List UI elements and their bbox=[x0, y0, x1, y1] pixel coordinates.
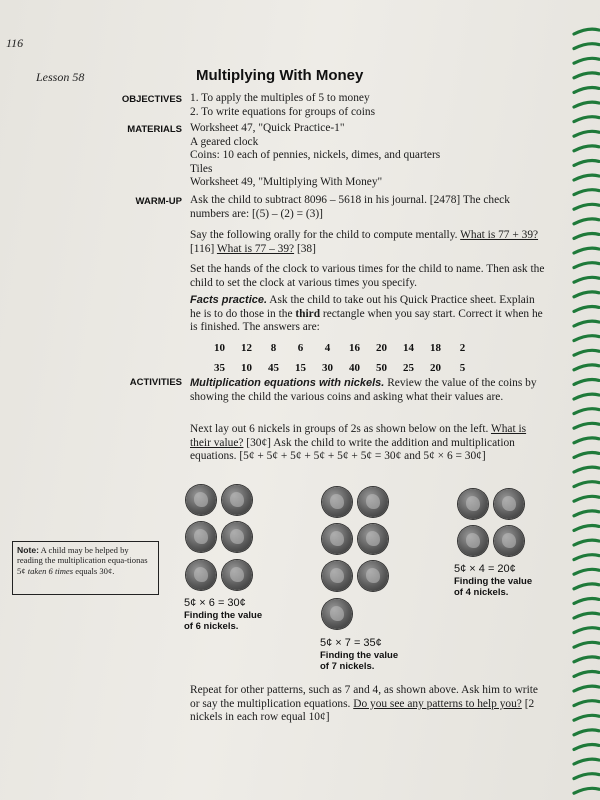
activities-paragraph-2: Next lay out 6 nickels in groups of 2s as shown below on the left. What is their value? [30¢] Ask the child to write the addition and multiplication equations. [5¢ + 5¢ + 5¢ + 5¢ + 5¢ + 5¢ = 30¢ and 5¢ × 6 = 30¢] bbox=[190, 423, 527, 463]
nickel-coin-icon bbox=[494, 489, 524, 519]
nickel-coin-icon bbox=[322, 599, 352, 629]
answer-cell: 14 bbox=[403, 342, 414, 354]
page-number: 116 bbox=[6, 36, 24, 50]
spiral-loop bbox=[574, 102, 599, 107]
spiral-loop bbox=[574, 613, 599, 618]
material-item: Worksheet 49, "Multiplying With Money" bbox=[190, 176, 383, 189]
spiral-loop bbox=[574, 657, 599, 662]
spiral-loop bbox=[574, 73, 599, 78]
spiral-loop bbox=[574, 146, 599, 151]
nickel-coin-icon bbox=[458, 489, 488, 519]
spiral-loop bbox=[574, 292, 599, 297]
answer-cell: 12 bbox=[241, 342, 252, 354]
figure-equation: 5¢ × 7 = 35¢ bbox=[320, 637, 382, 649]
spiral-loop bbox=[574, 336, 599, 341]
warmup-paragraph-4: Facts practice. Ask the child to take out his Quick Practice sheet. Explain he is to do those in the third rectangle when you say start. Correct it when he is finished. The answers are: bbox=[190, 294, 543, 334]
answer-cell: 20 bbox=[430, 362, 441, 374]
activities-paragraph-1: Multiplication equations with nickels. Review the value of the coins by showing the child the various coins and asking what their values are. bbox=[190, 377, 537, 403]
spiral-loop bbox=[574, 496, 599, 501]
activities-label: ACTIVITIES bbox=[129, 377, 182, 388]
question-text: What is 77 + 39? bbox=[460, 229, 539, 241]
answer-cell: 18 bbox=[430, 342, 441, 354]
spiral-loop bbox=[574, 88, 599, 93]
lesson-title: Multiplying With Money bbox=[196, 67, 364, 84]
material-item: Tiles bbox=[190, 162, 213, 175]
answer-cell: 2 bbox=[459, 342, 466, 354]
nickel-coin-icon bbox=[222, 560, 252, 590]
answer-cell: 10 bbox=[241, 362, 252, 374]
objectives-label: OBJECTIVES bbox=[121, 94, 182, 105]
answer-cell: 25 bbox=[403, 362, 414, 374]
spiral-loop bbox=[574, 409, 599, 414]
nickel-coin-icon bbox=[322, 524, 352, 554]
figure-caption-4: 5¢ × 4 = 20¢ Finding the value of 4 nickels. bbox=[454, 563, 533, 598]
material-item: Coins: 10 each of pennies, nickels, dimes, and quarters bbox=[190, 149, 441, 162]
warmup-paragraph-1: Ask the child to subtract 8096 – 5618 in his journal. [2478] The check numbers are: [(5) – (2) = (3)] bbox=[190, 194, 510, 220]
nickel-coin-icon bbox=[322, 561, 352, 591]
question-text: What is their value? bbox=[190, 423, 527, 449]
warmup-paragraph-2: Say the following orally for the child to compute mentally. What is 77 + 39? [116] What is 77 – 39? [38] bbox=[190, 229, 539, 255]
objectives-list bbox=[190, 92, 546, 119]
nickel-coin-icon bbox=[186, 560, 216, 590]
facts-practice-heading: Facts practice. bbox=[190, 294, 268, 306]
activity-heading: Multiplication equations with nickels. bbox=[190, 377, 385, 389]
spiral-loop bbox=[574, 131, 599, 136]
spiral-loop bbox=[574, 453, 599, 458]
spiral-loop bbox=[574, 759, 599, 764]
spiral-loop bbox=[574, 263, 599, 268]
answer-cell: 40 bbox=[349, 362, 360, 374]
material-item: A geared clock bbox=[190, 135, 259, 148]
spiral-loop bbox=[574, 540, 599, 545]
spiral-loop bbox=[574, 672, 599, 677]
spiral-loop bbox=[574, 511, 599, 516]
answer-cell: 35 bbox=[214, 362, 225, 374]
spiral-loop bbox=[574, 190, 599, 195]
question-text: Do you see any patterns to help you? bbox=[353, 697, 522, 710]
answer-cell: 16 bbox=[349, 342, 360, 354]
spiral-loop bbox=[574, 394, 599, 399]
answer-cell: 45 bbox=[268, 362, 279, 374]
nickel-coin-icon bbox=[494, 526, 524, 556]
activities-paragraph-3: Repeat for other patterns, such as 7 and 4, as shown above. Ask him to write or say the multiplication equations. Do you see any patterns to help you? [2 nickels in each row equal 10¢] bbox=[190, 684, 538, 724]
nickel-coin-icon bbox=[458, 526, 488, 556]
warmup-label: WARM-UP bbox=[135, 196, 182, 207]
objective-item: 1. To apply the multiples of 5 to money bbox=[190, 92, 370, 104]
nickel-coin-icon bbox=[186, 522, 216, 552]
nickel-coin-icon bbox=[186, 485, 216, 515]
nickel-coin-icon bbox=[358, 561, 388, 591]
spiral-loop bbox=[574, 307, 599, 312]
answer-cell: 20 bbox=[376, 342, 387, 354]
spiral-binding bbox=[566, 0, 600, 800]
spiral-loop bbox=[574, 730, 599, 735]
nickel-coin-icon bbox=[358, 487, 388, 517]
spiral-loop bbox=[574, 569, 599, 574]
spiral-loop bbox=[574, 58, 599, 63]
figure-caption-7: 5¢ × 7 = 35¢ Finding the value of 7 nickels. bbox=[320, 637, 399, 672]
spiral-loop bbox=[574, 380, 599, 385]
spiral-loop bbox=[574, 584, 599, 589]
spiral-loop bbox=[574, 161, 599, 166]
answers-row bbox=[206, 340, 476, 360]
note-label: Note: bbox=[17, 545, 39, 555]
spiral-loop bbox=[574, 526, 599, 531]
answers-table bbox=[206, 340, 476, 380]
warmup-paragraph-3: Set the hands of the clock to various times for the child to name. Then ask the child to set the clock at various times you specify. bbox=[190, 263, 545, 289]
spiral-loop bbox=[574, 219, 599, 224]
material-item: Worksheet 47, "Quick Practice-1" bbox=[190, 122, 345, 134]
answer-cell: 30 bbox=[322, 362, 333, 374]
spiral-loop bbox=[574, 788, 599, 793]
answer-cell: 10 bbox=[214, 342, 225, 354]
question-text: What is 77 – 39? bbox=[216, 242, 295, 255]
answer-cell: 15 bbox=[295, 362, 306, 374]
nickel-coin-icon bbox=[322, 487, 352, 517]
answer-cell: 8 bbox=[270, 342, 277, 354]
spiral-loop bbox=[574, 482, 599, 487]
spiral-loop bbox=[574, 438, 599, 443]
figure-equation: 5¢ × 4 = 20¢ bbox=[454, 563, 516, 575]
spiral-loop bbox=[574, 774, 599, 779]
materials-list bbox=[190, 122, 546, 190]
spiral-loop bbox=[574, 599, 599, 604]
spiral-loop bbox=[574, 44, 599, 49]
figure-equation: 5¢ × 6 = 30¢ bbox=[184, 597, 246, 609]
answer-cell: 6 bbox=[297, 342, 304, 354]
answer-cell: 5 bbox=[459, 362, 466, 374]
spiral-loop bbox=[574, 350, 599, 355]
nickel-coin-icon bbox=[222, 485, 252, 515]
objective-item: 2. To write equations for groups of coins bbox=[190, 105, 376, 118]
spiral-loop bbox=[574, 321, 599, 326]
spiral-loop bbox=[574, 29, 599, 34]
spiral-loop bbox=[574, 715, 599, 720]
spiral-loop bbox=[574, 248, 599, 253]
spiral-loop bbox=[574, 365, 599, 370]
spiral-loop bbox=[574, 117, 599, 122]
spiral-loop bbox=[574, 277, 599, 282]
spiral-loop bbox=[574, 745, 599, 750]
spiral-loop bbox=[574, 686, 599, 691]
spiral-loop bbox=[574, 175, 599, 180]
answer-cell: 4 bbox=[324, 342, 331, 354]
spiral-loop bbox=[574, 423, 599, 428]
materials-label: MATERIALS bbox=[127, 124, 182, 135]
spiral-loop bbox=[574, 467, 599, 472]
note-box: Note: A child may be helped by reading the multiplication equa-tionas 5¢ taken 6 times equals 30¢. bbox=[12, 541, 159, 595]
spiral-loop bbox=[574, 555, 599, 560]
spiral-loop bbox=[574, 234, 599, 239]
answer-cell: 50 bbox=[376, 362, 387, 374]
spiral-loop bbox=[574, 701, 599, 706]
spiral-loop bbox=[574, 204, 599, 209]
spiral-loop bbox=[574, 642, 599, 647]
spiral-loop bbox=[574, 628, 599, 633]
nickel-coin-icon bbox=[222, 522, 252, 552]
figure-caption-6: 5¢ × 6 = 30¢ Finding the value of 6 nickels. bbox=[184, 597, 263, 632]
nickel-coin-icon bbox=[358, 524, 388, 554]
lesson-label: Lesson 58 bbox=[36, 70, 85, 84]
